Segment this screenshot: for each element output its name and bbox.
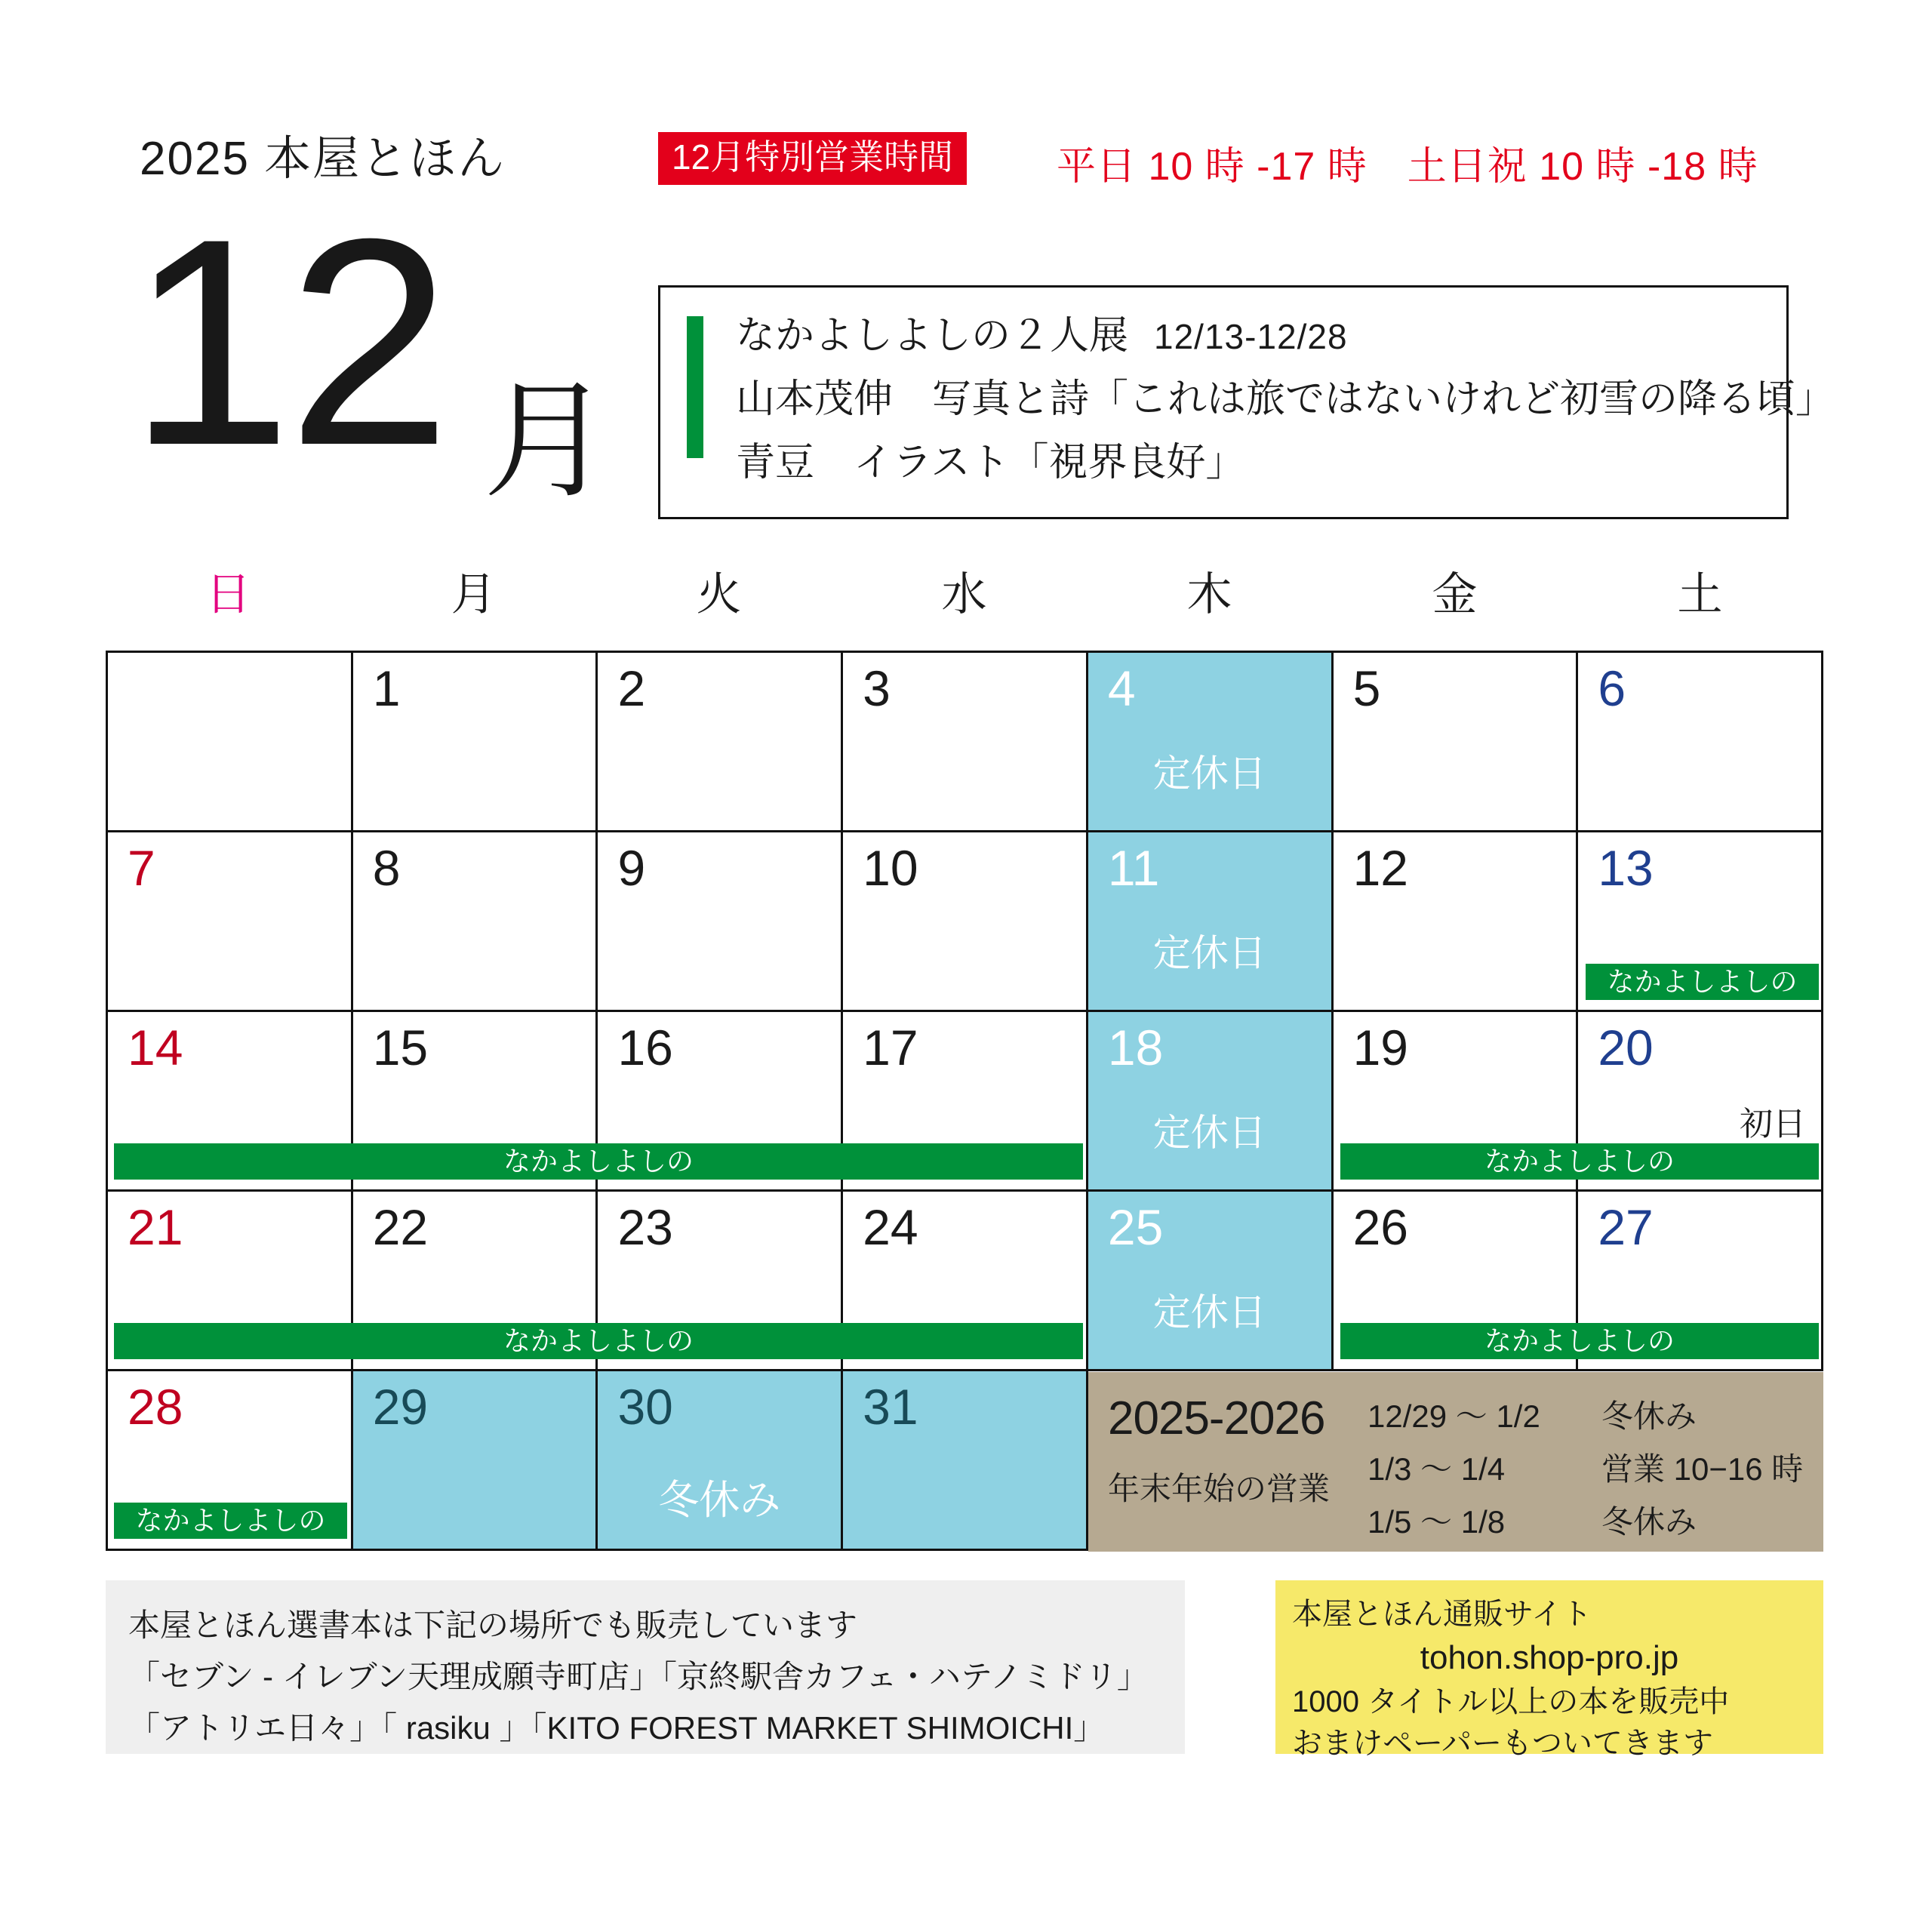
new-year-row [1368,1390,1810,1443]
day-number: 11 [1107,840,1160,896]
online-shop-title: 本屋とほん通販サイト [1292,1598,1592,1631]
exhibition-lines [736,304,1835,495]
new-year-date-range: 1/3 〜 1/4 [1368,1451,1506,1487]
opening-day-note: 初日 [1740,1106,1807,1143]
calendar-day-cell [1334,653,1579,832]
day-number: 4 [1107,660,1136,716]
retail-partners-line-2: 「セブン - イレブン天理成願寺町店」「京終駅舎カフェ・ハテノミドリ」 [128,1659,1149,1695]
closed-day-label: 定休日 [1152,1291,1266,1334]
exhibition-title-line [736,304,1771,368]
day-number: 18 [1107,1020,1164,1075]
day-number: 23 [617,1199,673,1255]
calendar-day-cell [598,653,843,832]
calendar-day-cell [843,653,1088,832]
day-number: 30 [617,1379,673,1435]
weekday-thu: 木 [1186,569,1232,620]
calendar-day-cell [843,1371,1088,1551]
exhibition-accent-bar [687,316,703,458]
special-hours-badge: 12月特別営業時間 [658,132,967,185]
closed-day-label: 定休日 [1152,1112,1266,1154]
new-year-heading [1108,1393,1357,1509]
exhibition-box [658,285,1835,519]
day-number: 16 [617,1020,673,1075]
day-number: 3 [863,660,891,716]
day-number: 2 [617,660,646,716]
retail-partners-line-3: 「アトリエ日々」「 rasiku 」「KITO FOREST MARKET SHIMOICHI」 [128,1710,1106,1746]
day-number: 1 [372,660,401,716]
new-year-row [1368,1443,1810,1496]
calendar-day-cell [843,832,1088,1012]
weekday-sat: 土 [1677,569,1723,620]
exhibition-event-bar: なかよしよしの [114,1143,1083,1180]
online-shop-line-4: おまけペーパーもついてきます [1292,1727,1713,1761]
day-number: 10 [863,840,918,896]
exhibition-event-bar: なかよしよしの [1340,1143,1819,1180]
calendar-day-cell [1088,1192,1334,1371]
day-number: 28 [128,1379,183,1435]
new-year-status: 営業 10−16 時 [1601,1451,1804,1487]
day-number: 27 [1598,1199,1654,1255]
day-number: 29 [372,1379,429,1435]
retail-partners-line-1: 本屋とほん選書本は下記の場所でも販売しています [128,1607,858,1643]
calendar-day-cell [353,1371,598,1551]
closed-day-label: 定休日 [1152,752,1266,795]
shop-title: 2025 本屋とほん [140,133,506,185]
weekday-sun: 日 [205,569,251,620]
calendar-day-cell [353,653,598,832]
day-number: 21 [128,1199,183,1255]
weekday-wed: 水 [941,569,987,620]
exhibition-event-bar: なかよしよしの [114,1503,347,1539]
exhibition-dates: 12/13-12/28 [1154,317,1348,356]
day-number: 24 [863,1199,918,1255]
weekday-header [106,558,1823,623]
day-number: 9 [617,840,646,896]
retail-partners-box [106,1580,1185,1754]
new-year-row [1368,1496,1810,1549]
month-suffix: 月 [483,370,612,513]
calendar-week-row [108,832,1823,1012]
day-number: 31 [863,1379,918,1435]
exhibition-event-bar: なかよしよしの [1340,1323,1819,1359]
day-number: 15 [372,1020,429,1075]
day-number: 17 [863,1020,918,1075]
exhibition-artist-2: 青豆 イラスト「視界良好」 [736,441,1245,485]
day-number: 25 [1107,1199,1164,1255]
new-year-rows [1368,1390,1810,1549]
special-hours-text: 平日 10 時 -17 時 土日祝 10 時 -18 時 [1057,145,1758,189]
day-number: 19 [1352,1020,1409,1075]
calendar-day-cell [598,1371,843,1551]
day-number: 12 [1352,840,1409,896]
winter-break-label: 冬休み [658,1478,781,1523]
day-number: 13 [1598,840,1654,896]
exhibition-title: なかよしよしの２人展 [736,314,1129,358]
month-number: 12 [128,177,447,506]
day-number: 6 [1598,660,1626,716]
online-shop-box [1275,1580,1823,1761]
calendar-day-cell [1088,832,1334,1012]
day-number: 8 [372,840,401,896]
day-number: 26 [1352,1199,1409,1255]
calendar-day-cell [1088,653,1334,832]
new-year-subtitle: 年末年始の営業 [1108,1471,1331,1507]
closed-day-label: 定休日 [1152,932,1266,974]
day-number: 7 [128,840,155,896]
day-number: 5 [1352,660,1381,716]
calendar-day-cell [598,832,843,1012]
new-year-date-range: 12/29 〜 1/2 [1368,1398,1540,1434]
day-number: 22 [372,1199,429,1255]
calendar-day-cell [1088,1012,1334,1192]
calendar-day-cell [1334,832,1579,1012]
calendar-empty-cell [108,653,353,832]
weekday-fri: 金 [1432,569,1478,620]
online-shop-line-3: 1000 タイトル以上の本を販売中 [1292,1684,1730,1718]
day-number: 14 [128,1020,183,1075]
new-year-title: 2025-2026 [1108,1392,1325,1444]
weekday-mon: 月 [451,569,497,620]
calendar-day-cell [108,832,353,1012]
new-year-hours-box [1088,1372,1823,1552]
calendar-day-cell [353,832,598,1012]
online-shop-url[interactable]: tohon.shop-pro.jp [1420,1639,1679,1677]
new-year-status: 冬休み [1601,1504,1697,1540]
new-year-status: 冬休み [1601,1398,1697,1434]
new-year-date-range: 1/5 〜 1/8 [1368,1504,1506,1540]
calendar-week-row [108,653,1823,832]
calendar-day-cell [1578,653,1823,832]
exhibition-event-bar: なかよしよしの [1586,964,1819,1000]
exhibition-artist-1: 山本茂伸 写真と詩「これは旅ではないけれど初雪の降る頃」 [736,377,1835,422]
weekday-tue: 火 [696,569,742,620]
day-number: 20 [1598,1020,1654,1075]
exhibition-event-bar: なかよしよしの [114,1323,1083,1359]
